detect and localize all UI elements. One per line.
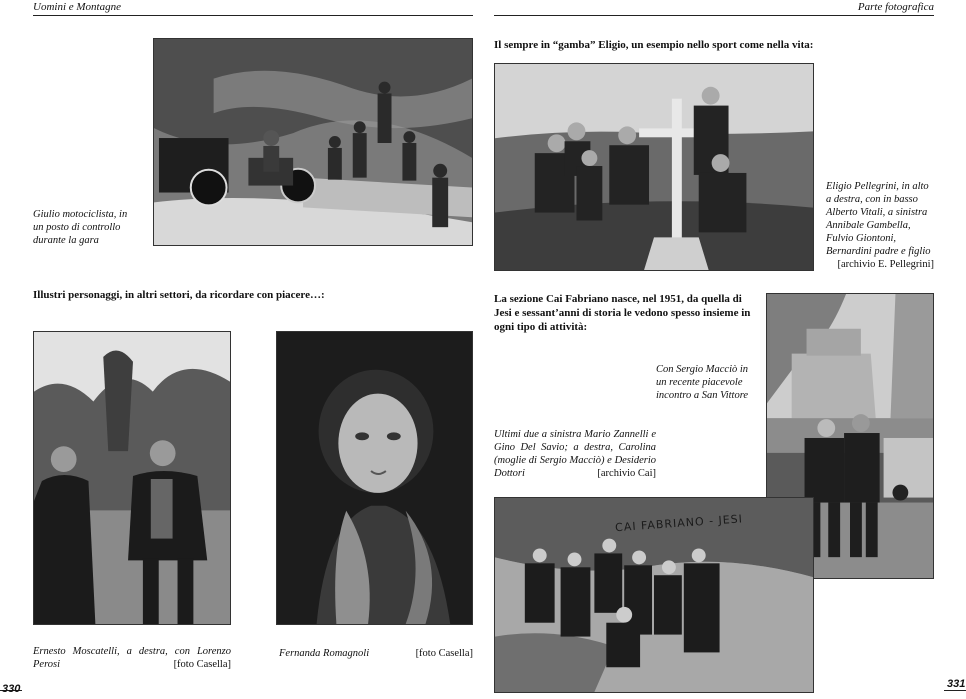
caption-motorcyclist: Giulio motociclista, in un posto di controllo durante la gara [33,209,128,246]
page-number-left: 330 [2,683,21,695]
photo-moscatelli-perosi [33,331,231,625]
rock-inscription: CAI FABRIANO - JESI [614,512,744,535]
heading-eligio: Il sempre in “gamba” Eligio, un esempio nello sport come nella vita: [494,39,814,51]
caption-romagnoli [279,647,473,660]
footer-rule-right [944,690,966,691]
caption-cai-group [494,428,656,480]
credit-cai-group: [archivio Cai] [597,468,656,479]
credit-eligio: [archivio E. Pellegrini] [837,259,934,270]
header-rule-right [494,15,934,16]
running-head-left: Uomini e Montagne [33,1,121,13]
caption-cai-group-text: Ultimi due a sinistra Mario Zannelli e Gino Del Savio; a destra, Carolina (moglie di Sergio Macciò) e Desiderio Dottori [494,429,656,479]
photo-cai-fabriano-jesi [494,497,814,693]
credit-romagnoli: [foto Casella] [415,648,473,659]
heading-cai-fabriano: La sezione Cai Fabriano nasce, nel 1951, da quella di Jesi e sessant’anni di storia le vedono spesso insieme in ogni tipo di attività: [494,293,751,333]
photo-eligio-group [494,63,814,271]
caption-moscatelli [33,645,231,671]
running-head-right: Parte fotografica [857,1,934,13]
caption-san-vittore: Con Sergio Macciò in un recente piacevole incontro a San Vittore [656,364,749,401]
credit-moscatelli: [foto Casella] [173,659,231,670]
photo-motorcyclist [153,38,473,246]
caption-eligio [826,180,934,271]
page-number-right: 331 [947,678,966,690]
caption-eligio-text: Eligio Pellegrini, in alto a destra, con in basso Alberto Vitali, a sinistra Annibale Gambella, Fulvio Giontoni, Bernardini padre e figlio [826,181,931,257]
caption-romagnoli-text: Fernanda Romagnoli [279,648,370,659]
caption-moscatelli-text: Ernesto Moscatelli, a destra, con Lorenzo Perosi [33,646,231,670]
section-heading-personalities: Illustri personaggi, in altri settori, da ricordare con piacere…: [33,289,325,301]
header-rule-left [33,15,473,16]
photo-fernanda-romagnoli [276,331,473,625]
